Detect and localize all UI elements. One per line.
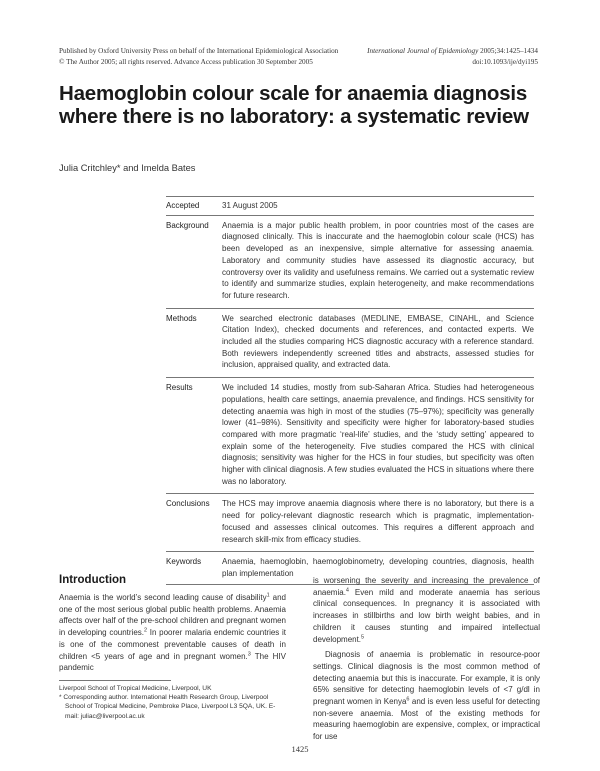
- affiliation-note: Liverpool School of Tropical Medicine, Liverpool, UK: [59, 685, 212, 692]
- citation-ref: 4: [345, 587, 349, 594]
- section-heading-introduction: Introduction: [59, 574, 127, 586]
- citation-ref: 3: [247, 650, 251, 657]
- citation-ref: 1: [266, 592, 270, 599]
- copyright-line: © The Author 2005; all rights reserved. Advance Access publication 30 September 2005: [59, 58, 313, 66]
- text-run: is worsening the severity and increasing the prevalence of anaemia.: [313, 576, 540, 597]
- corresponding-author-note: * Corresponding author. International Health Research Group, Liverpool School of Tropical Medicine, Pembroke Place, Liverpool L3 5QA, UK. E-mail: juliac@liverpool.ac.uk: [59, 694, 276, 720]
- abstract-text: We included 14 studies, mostly from sub-Saharan Africa. Studies had heterogeneous populations, health care settings, anaemia prevalence, and findings. HCS sensitivity for detecting anaemia was high in most of the studies (75–97%); specificity was generally lower (41–98%). Sensitivity and specificity were higher for laboratory-based studies compared with more pragmatic ‘real-life’ studies, and the ‘study setting’ appeared to explain some of the heterogeneity. Five studies compared the HCS with clinical diagnosis; sensitivity was higher for the HCS in four studies, but specificity was often higher with clinical diagnosis. A few studies evaluated the HCS in situations where there was no laboratory.: [222, 383, 534, 486]
- text-run: and one of the most serious global public health problems. Anaemia affects over half of the pre-school children and pregnant women in developing countries.: [59, 593, 286, 638]
- abstract-text: The HCS may improve anaemia diagnosis where there is no laboratory, but there is a need for policy-relevant diagnostic research which is pragmatic, implementation-focused and assesses clinical outcomes. This requires a different approach and research skill-mix from efficacy studies.: [222, 499, 534, 544]
- text-run: Anaemia is the world’s second leading cause of disability: [59, 593, 267, 602]
- abstract-text: 31 August 2005: [222, 201, 278, 210]
- body-column-right: [313, 575, 540, 743]
- abstract-row-background: [166, 216, 534, 308]
- abstract-label: Conclusions: [166, 499, 210, 509]
- text-run: In poorer malaria endemic countries it is one of the commonest preventable causes of death in children <5 years of age and in pregnant women.: [59, 628, 286, 661]
- abstract-label: Methods: [166, 313, 197, 323]
- footnote-rule: [59, 680, 171, 681]
- abstract-text: We searched electronic databases (MEDLINE, EMBASE, CINAHL, and Science Citation Index), checked documents and references, and contacted experts. We included all the studies comparing HCS diagnostic accuracy with a reference standard. Both reviewers independently screened titles and abstracts, assessed studies for inclusion, appraised quality, and extracted data.: [222, 313, 534, 370]
- publisher-line: Published by Oxford University Press on behalf of the International Epidemiological Association: [59, 47, 339, 55]
- citation-ref: 6: [406, 696, 410, 703]
- citation-ref: 2: [144, 627, 148, 634]
- author-line: Julia Critchley* and Imelda Bates: [59, 163, 196, 173]
- citation-ref: 5: [361, 633, 365, 640]
- abstract-row-results: [166, 378, 534, 493]
- abstract-label: Accepted: [166, 201, 200, 210]
- paper-title: Haemoglobin colour scale for anaemia diagnosis where there is no laboratory: a systematic review: [59, 82, 529, 128]
- text-run: Diagnosis of anaemia is problematic in resource-poor settings. Clinical diagnosis is the most common method of detecting anaemia but this is inaccurate. For example, it is only 65% sensitive for detecting haemoglobin levels of <7 g/dl in pregnant women in Kenya: [313, 650, 540, 707]
- text-run: The HIV pandemic: [59, 651, 287, 673]
- text-run: and is even less useful for detecting non-severe anaemia. Most of the existing methods for measuring haemoglobin are expensive, complex, or impractical for use: [313, 697, 540, 742]
- page-number: 1425: [291, 744, 309, 754]
- abstract-label: Keywords: [166, 557, 202, 567]
- doi-line: doi:10.1093/ije/dyi195: [472, 58, 538, 66]
- footnotes: [59, 684, 289, 721]
- intro-paragraph: [59, 592, 286, 674]
- intro-paragraph-continued: [313, 575, 540, 645]
- citation-line: [367, 46, 538, 57]
- intro-paragraph: [313, 649, 540, 743]
- volume-info: 2005;34:1425–1434: [478, 47, 538, 55]
- abstract-text: Anaemia is a major public health problem, in poor countries most of the cases are diagnosed clinically. This is inaccurate and the haemoglobin colour scale (HCS) has been developed as an inexpensive, simple alternative for assessing anaemia. Laboratory and community studies have assessed its diagnostic accuracy, but controversy over its validity and usefulness remains. We carried out a systematic review to identify and summarize studies, explain heterogeneity, and make recommendations for future research.: [222, 220, 534, 300]
- abstract-row-methods: [166, 309, 534, 378]
- running-header-right: [367, 46, 538, 68]
- abstract-label: Results: [166, 383, 193, 393]
- abstract-row-accepted: [166, 197, 534, 215]
- journal-name: International Journal of Epidemiology: [367, 47, 479, 55]
- abstract-row-conclusions: [166, 494, 534, 551]
- abstract-box: [166, 196, 534, 585]
- text-run: Even mild and moderate anaemia has serious clinical consequences. In pregnancy it is associated with increases in stillbirths and low birth weight babies, and in children it causes stunting and impaired intellectual development.: [313, 587, 540, 644]
- abstract-text: Anaemia, haemoglobin, haemoglobinometry, developing countries, diagnosis, health plan implementation: [222, 557, 534, 578]
- body-column-left: [59, 592, 286, 674]
- abstract-label: Background: [166, 220, 209, 230]
- running-header-left: [59, 46, 338, 68]
